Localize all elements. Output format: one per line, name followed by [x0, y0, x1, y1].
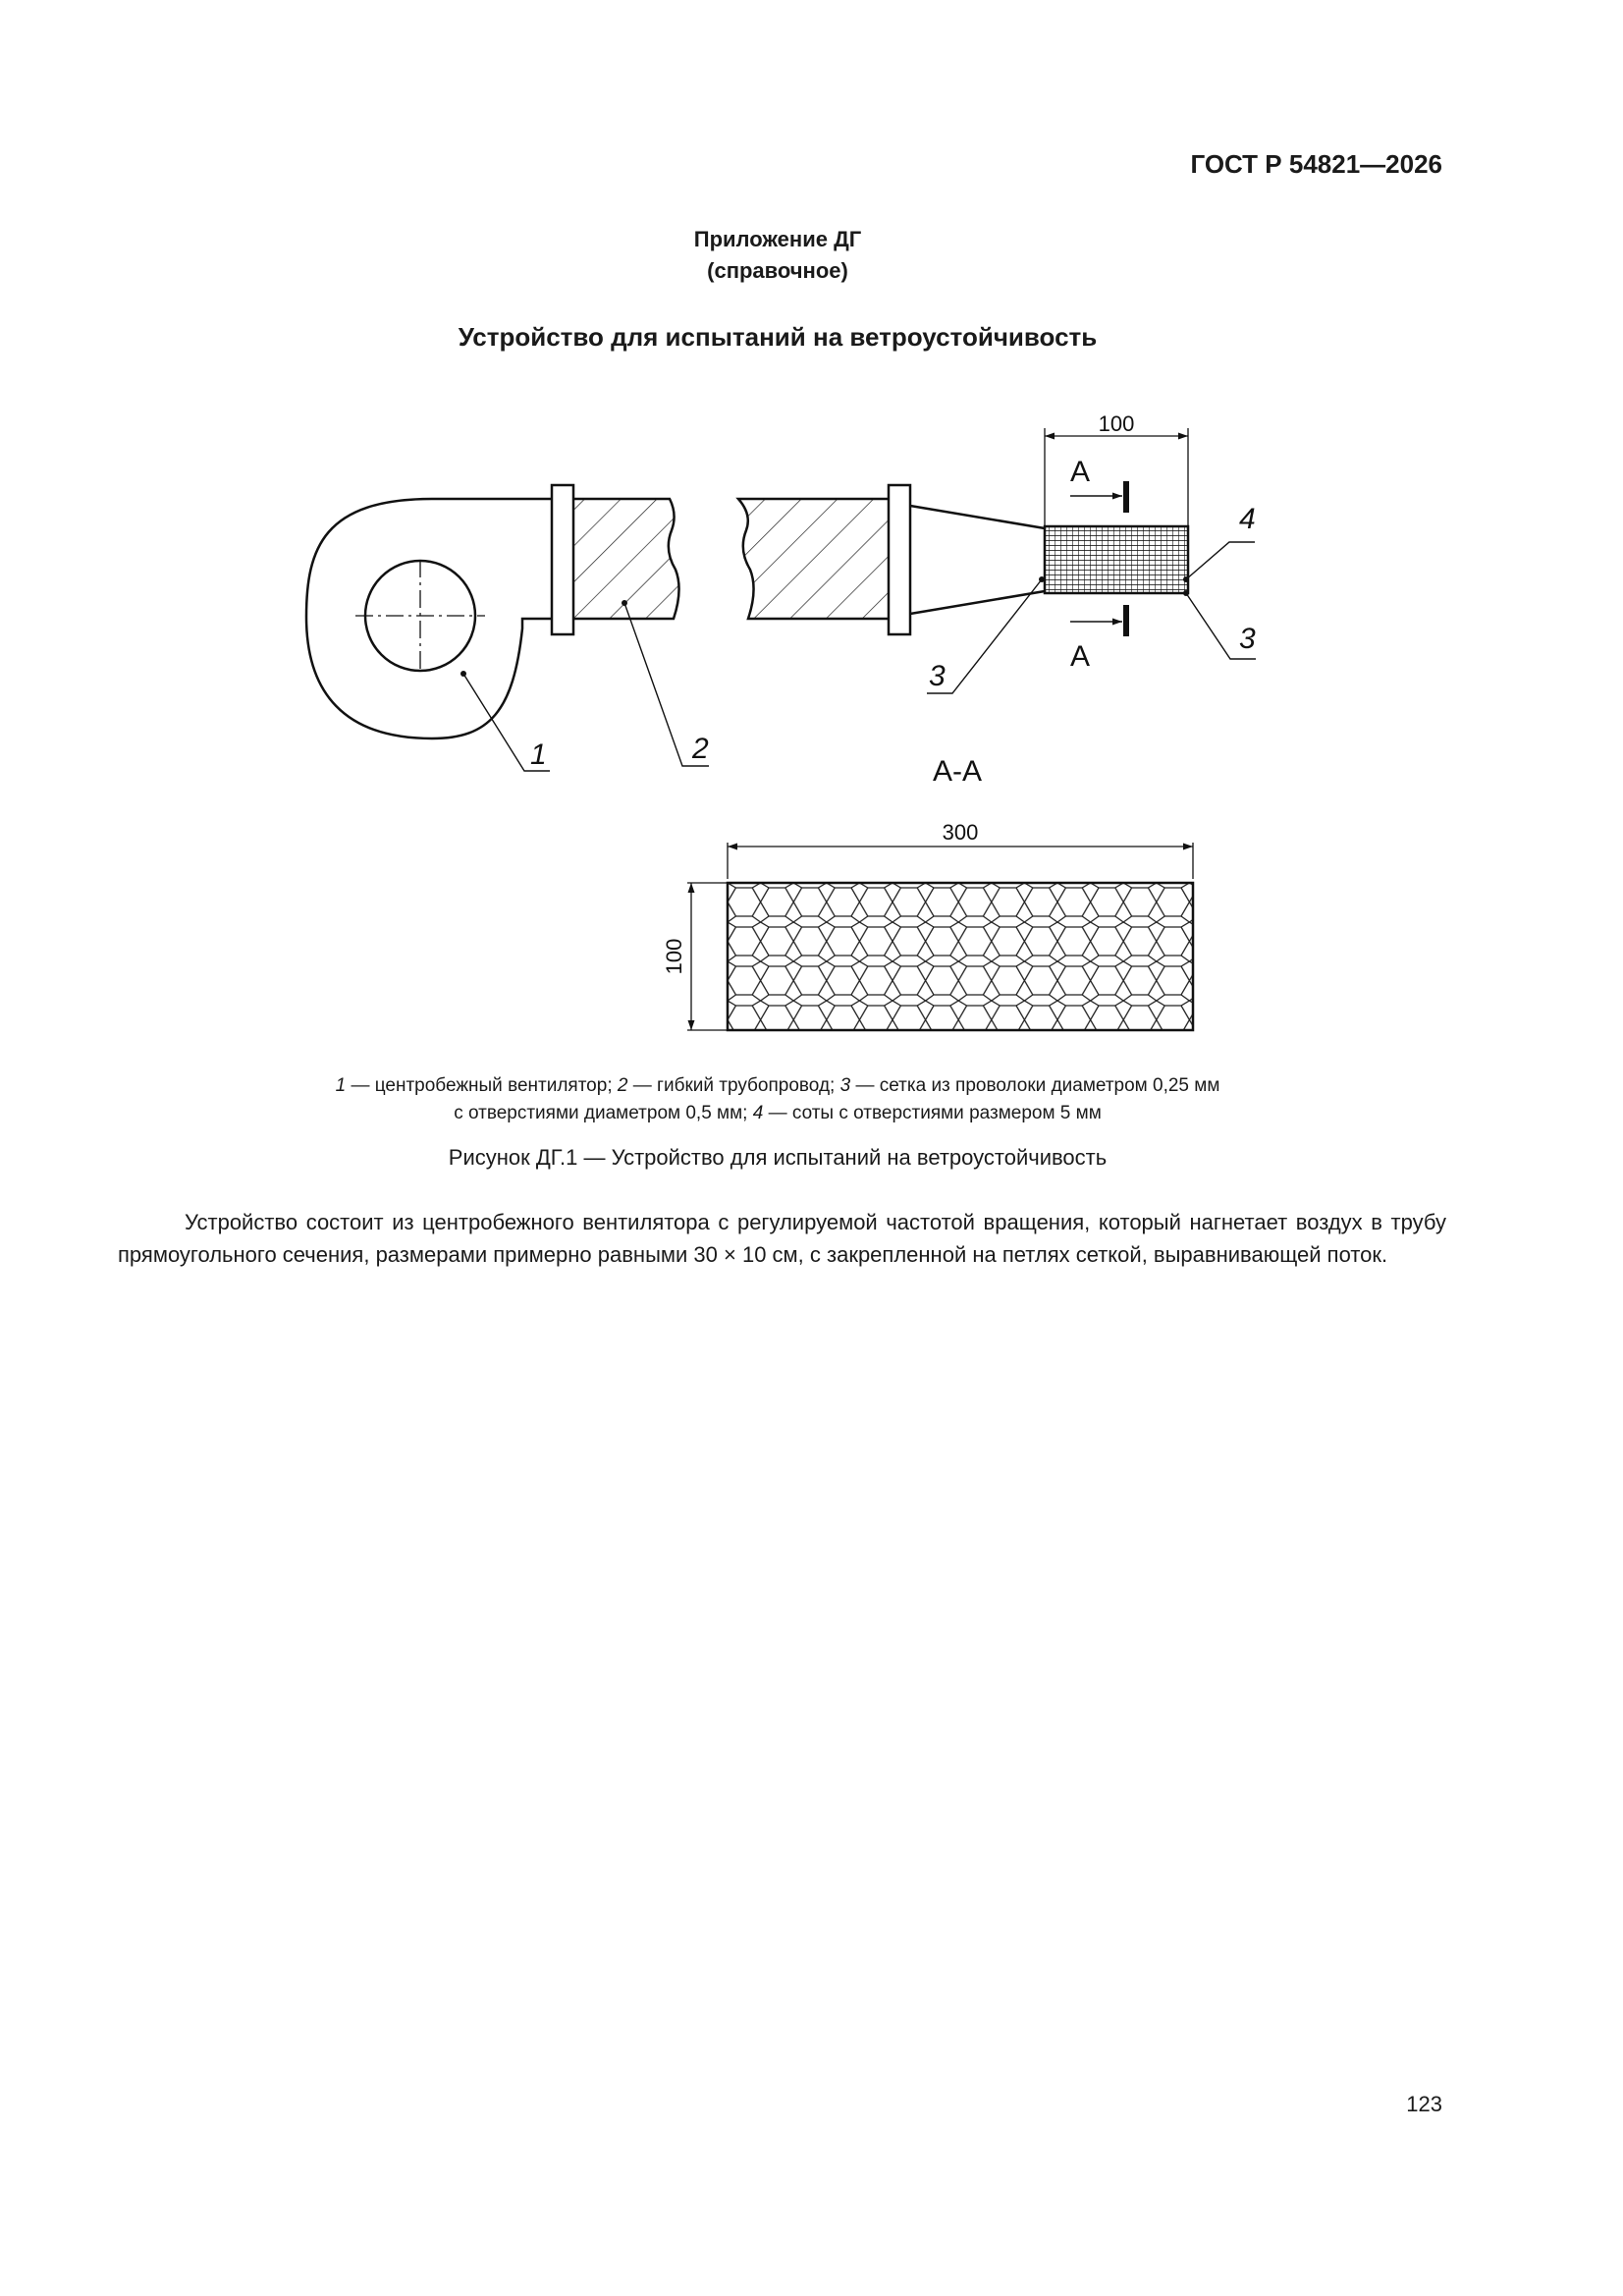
- flange-right: [889, 485, 910, 634]
- nozzle: [910, 506, 1045, 614]
- document-code: ГОСТ Р 54821—2026: [1190, 149, 1442, 179]
- legend-text: — соты с отверстиями размером 5 мм: [763, 1103, 1102, 1123]
- legend-text: с отверстиями диаметром 0,5 мм;: [454, 1103, 753, 1123]
- section-view-label: А-А: [932, 755, 983, 788]
- legend-number: 3: [839, 1075, 851, 1096]
- fan-body: [306, 499, 552, 738]
- callout-1: 1: [530, 738, 547, 771]
- figure-caption: Рисунок ДГ.1 — Устройство для испытаний на ветроустойчивость: [448, 1145, 1108, 1170]
- callout-2: 2: [692, 733, 709, 765]
- section-mark-top: [1070, 456, 1126, 513]
- dimension-screen-width: [1045, 411, 1188, 526]
- section-mark-bottom: [1070, 605, 1126, 673]
- dimension-label: 100: [1098, 411, 1135, 436]
- section-title: Устройство для испытаний на ветроустойчивость: [458, 322, 1098, 352]
- dimension-label: 300: [942, 820, 979, 845]
- legend-number: 2: [617, 1075, 628, 1096]
- callout-3-left: 3: [929, 660, 946, 692]
- legend-text: — сетка из проволоки диаметром 0,25 мм: [850, 1075, 1220, 1096]
- legend-text: — гибкий трубопровод;: [627, 1075, 840, 1096]
- pipe-right: [738, 499, 889, 619]
- dimension-label: 100: [662, 938, 686, 975]
- legend-text: — центробежный вентилятор;: [346, 1075, 618, 1096]
- section-letter: А: [1069, 640, 1091, 673]
- legend-number: 1: [335, 1075, 347, 1096]
- flange-left: [552, 485, 573, 634]
- callout-3-right: 3: [1239, 623, 1256, 655]
- legend-line-2: [0, 1100, 1555, 1127]
- figure-drawing: [0, 0, 1623, 1061]
- figure-legend: [0, 1072, 1555, 1127]
- body-paragraph: [118, 1206, 1446, 1271]
- annex-title: Приложение ДГ: [693, 227, 862, 251]
- page-number: 123: [1406, 2092, 1442, 2116]
- section-view: [662, 820, 1193, 1030]
- honeycomb-block: [1045, 526, 1188, 593]
- annex-subtitle: (справочное): [707, 258, 848, 283]
- paragraph-text: Устройство состоит из центробежного вентилятора с регулируемой частотой вращения, который нагнетает воздух в трубу прямоугольного сечения, размерами примерно равными 30 × 10 см, с закрепленной на петлях сеткой, выравнивающей поток.: [118, 1210, 1446, 1267]
- legend-number: 4: [752, 1103, 764, 1123]
- honeycomb-section: [728, 883, 1193, 1030]
- callout-4: 4: [1239, 503, 1256, 535]
- legend-line-1: [0, 1072, 1555, 1100]
- section-letter: А: [1069, 456, 1091, 488]
